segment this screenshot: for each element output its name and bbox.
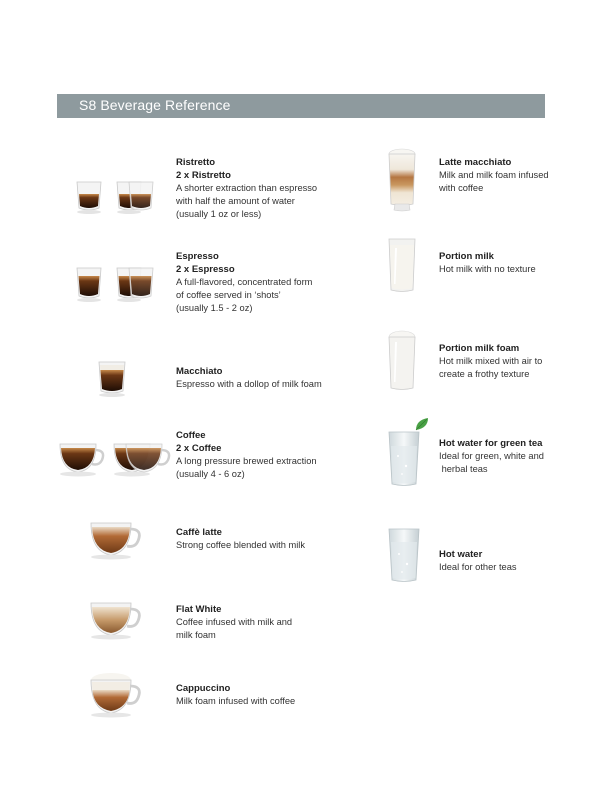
hot-water-glass-icon (386, 526, 426, 586)
green-tea-item (439, 437, 589, 476)
hot-water-item (439, 548, 589, 574)
ristretto-title: Ristretto (176, 157, 216, 168)
green-tea-title: Hot water for green tea (439, 438, 543, 449)
cappuccino-title: Cappuccino (176, 683, 231, 694)
caffe-latte-desc-1: Strong coffee blended with milk (176, 540, 306, 550)
ristretto-subtitle: 2 x Ristretto (176, 170, 231, 181)
ristretto-glasses-icon (73, 178, 153, 216)
ristretto-desc-3: (usually 1 oz or less) (176, 209, 262, 220)
latte-macchiato-item (439, 156, 589, 195)
coffee-item (176, 429, 346, 481)
latte-macchiato-desc-2: with coffee (439, 183, 484, 194)
macchiato-title: Macchiato (176, 366, 223, 377)
caffe-latte-title: Caffè latte (176, 527, 222, 538)
ristretto-item (176, 156, 346, 222)
green-tea-desc-1: Ideal for green, white and (439, 451, 544, 461)
latte-macchiato-desc-1: Milk and milk foam infused (439, 170, 549, 180)
macchiato-desc-1: Espresso with a dollop of milk foam (176, 379, 322, 389)
portion-milk-glass-icon (386, 236, 420, 296)
page-title: S8 Beverage Reference (79, 97, 231, 113)
portion-milk-foam-desc-2: create a frothy texture (439, 369, 530, 380)
portion-milk-desc-1: Hot milk with no texture (439, 264, 536, 274)
macchiato-glass-icon (96, 360, 130, 398)
green-tea-water-glass-icon (386, 416, 434, 490)
flat-white-desc-1: Coffee infused with milk and (176, 617, 293, 627)
flat-white-desc-2: milk foam (176, 630, 216, 641)
cappuccino-desc-1: Milk foam infused with coffee (176, 696, 296, 706)
espresso-desc-3: (usually 1.5 - 2 oz) (176, 303, 253, 314)
ristretto-desc-2: with half the amount of water (176, 196, 295, 207)
espresso-subtitle: 2 x Espresso (176, 264, 235, 275)
latte-macchiato-glass-icon (386, 148, 420, 214)
coffee-title: Coffee (176, 430, 206, 441)
green-tea-desc-2: herbal teas (439, 464, 488, 475)
coffee-cups-icon (58, 440, 170, 478)
espresso-desc-1: A full-flavored, concentrated form (176, 277, 313, 287)
portion-milk-foam-desc-1: Hot milk mixed with air to (439, 356, 543, 366)
portion-milk-foam-title: Portion milk foam (439, 343, 520, 354)
macchiato-item (176, 365, 346, 391)
portion-milk-foam-item (439, 342, 589, 381)
caffe-latte-item (176, 526, 346, 552)
portion-milk-item (439, 250, 589, 276)
flat-white-item (176, 603, 346, 642)
coffee-subtitle: 2 x Coffee (176, 443, 222, 454)
flat-white-cup-icon (89, 600, 145, 640)
page-header (57, 94, 545, 118)
hot-water-title: Hot water (439, 549, 483, 560)
espresso-glasses-icon (73, 266, 153, 304)
coffee-desc-2: (usually 4 - 6 oz) (176, 469, 245, 480)
cappuccino-cup-icon (89, 672, 145, 718)
portion-milk-foam-glass-icon (386, 330, 420, 394)
hot-water-desc-1: Ideal for other teas (439, 562, 517, 572)
cappuccino-item (176, 682, 346, 708)
portion-milk-title: Portion milk (439, 251, 494, 262)
espresso-title: Espresso (176, 251, 219, 262)
ristretto-desc-1: A shorter extraction than espresso (176, 183, 318, 193)
flat-white-title: Flat White (176, 604, 222, 615)
espresso-desc-2: of coffee served in ‘shots’ (176, 290, 281, 301)
leaf-icon (416, 418, 428, 430)
coffee-desc-1: A long pressure brewed extraction (176, 456, 317, 466)
caffe-latte-cup-icon (89, 520, 145, 560)
latte-macchiato-title: Latte macchiato (439, 157, 512, 168)
espresso-item (176, 250, 346, 316)
